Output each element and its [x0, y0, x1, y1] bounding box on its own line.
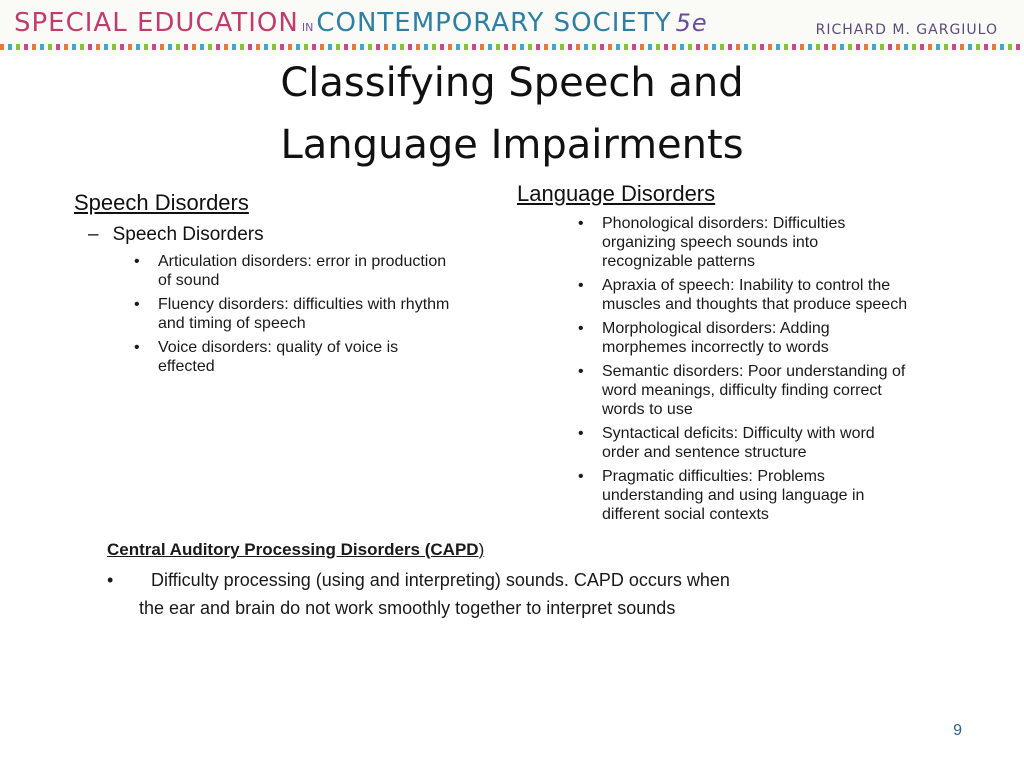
book-title-word2: CONTEMPORARY SOCIETY — [316, 8, 672, 38]
list-item: • Pragmatic difficulties: Problems understanding and using language in different social contexts — [578, 467, 908, 524]
capd-line1: Difficulty processing (using and interpreting) sounds. CAPD occurs when — [151, 570, 730, 590]
capd-heading-close: ) — [478, 540, 485, 559]
capd-heading — [107, 540, 484, 560]
dash-marker: – — [88, 224, 99, 245]
book-title — [14, 8, 708, 38]
list-item: • Fluency disorders: difficulties with rhythm and timing of speech — [134, 295, 454, 333]
speech-heading: Speech Disorders — [74, 190, 249, 215]
list-item: • Voice disorders: quality of voice is effected — [134, 338, 454, 376]
list-item: • Semantic disorders: Poor understanding of word meanings, difficulty finding correct words to use — [578, 362, 908, 419]
speech-subheading — [88, 224, 264, 246]
speech-list — [134, 252, 454, 381]
slide-title — [0, 52, 1024, 176]
speech-subheading-label: Speech Disorders — [112, 224, 264, 245]
list-item: • Syntactical deficits: Difficulty with word order and sentence structure — [578, 424, 908, 462]
page-number: 9 — [953, 722, 962, 739]
header-banner — [0, 0, 1024, 56]
list-item: • Articulation disorders: error in production of sound — [134, 252, 454, 290]
capd-heading-text: Central Auditory Processing Disorders (CAPD — [107, 540, 479, 559]
book-title-connector: IN — [301, 21, 314, 34]
bullet-marker: • — [107, 570, 114, 590]
dotted-divider — [0, 44, 1024, 50]
language-list — [578, 214, 908, 529]
list-item: • Apraxia of speech: Inability to control the muscles and thoughts that produce speech — [578, 276, 908, 314]
book-title-word1: SPECIAL EDUCATION — [14, 8, 299, 38]
list-item: • Phonological disorders: Difficulties organizing speech sounds into recognizable patterns — [578, 214, 908, 271]
language-heading: Language Disorders — [517, 181, 716, 206]
slide-title-line2: Language Impairments — [280, 122, 744, 168]
list-item: • Morphological disorders: Adding morphemes incorrectly to words — [578, 319, 908, 357]
capd-line2: the ear and brain do not work smoothly together to interpret sounds — [139, 598, 676, 618]
capd-body — [107, 566, 847, 622]
book-author: RICHARD M. GARGIULO — [815, 22, 998, 38]
book-edition: 5e — [675, 9, 708, 37]
slide-title-line1: Classifying Speech and — [280, 60, 744, 106]
